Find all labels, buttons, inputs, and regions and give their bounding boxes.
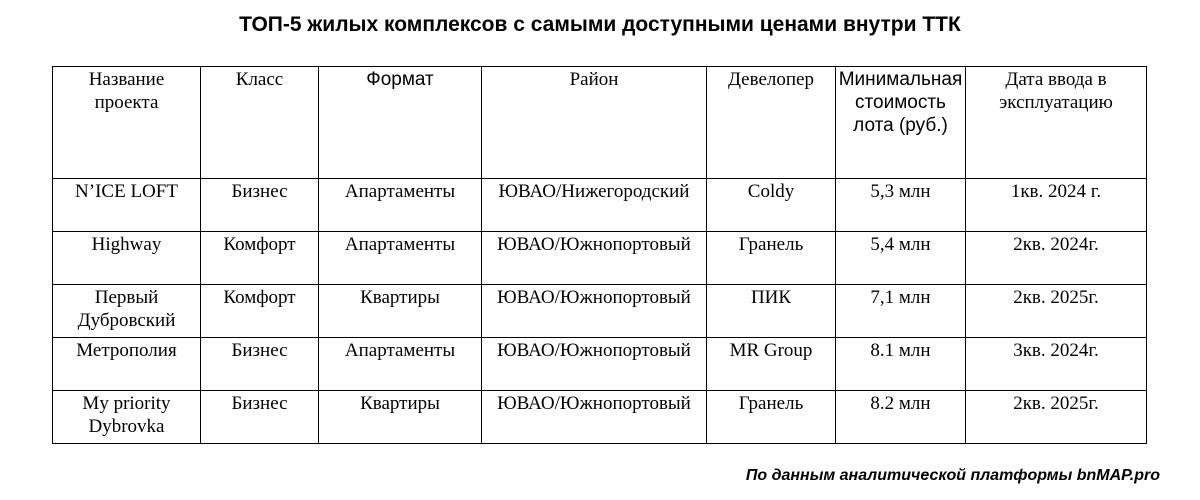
header-class: Класс — [201, 67, 319, 179]
cell-min-price: 8.2 млн — [836, 391, 966, 444]
cell-min-price: 7,1 млн — [836, 285, 966, 338]
cell-format: Апартаменты — [319, 179, 482, 232]
cell-date: 2кв. 2024г. — [966, 232, 1147, 285]
table-row — [53, 338, 1147, 391]
page-title: ТОП-5 жилых комплексов с самыми доступными ценами внутри ТТК — [239, 13, 961, 36]
cell-date: 2кв. 2025г. — [966, 285, 1147, 338]
cell-class: Бизнес — [201, 391, 319, 444]
cell-date: 2кв. 2025г. — [966, 391, 1147, 444]
cell-format: Апартаменты — [319, 232, 482, 285]
cell-class: Бизнес — [201, 179, 319, 232]
cell-district: ЮВАО/Южнопортовый — [482, 391, 707, 444]
complexes-table — [52, 66, 1147, 444]
cell-min-price: 5,3 млн — [836, 179, 966, 232]
cell-name: Первый Дубровский — [53, 285, 201, 338]
cell-district: ЮВАО/Южнопортовый — [482, 338, 707, 391]
cell-format: Апартаменты — [319, 338, 482, 391]
header-min-price: Минимальная стоимость лота (руб.) — [836, 67, 966, 179]
cell-developer: Гранель — [707, 391, 836, 444]
table-header-row — [53, 67, 1147, 179]
cell-name: Highway — [53, 232, 201, 285]
table-row — [53, 232, 1147, 285]
cell-class: Комфорт — [201, 232, 319, 285]
cell-district: ЮВАО/Южнопортовый — [482, 232, 707, 285]
table-row — [53, 179, 1147, 232]
cell-district: ЮВАО/Южнопортовый — [482, 285, 707, 338]
cell-format: Квартиры — [319, 285, 482, 338]
cell-name: My priority Dybrovka — [53, 391, 201, 444]
header-date: Дата ввода в эксплуатацию — [966, 67, 1147, 179]
cell-developer: ПИК — [707, 285, 836, 338]
header-developer: Девелопер — [707, 67, 836, 179]
cell-developer: MR Group — [707, 338, 836, 391]
cell-name: Метрополия — [53, 338, 201, 391]
table-row — [53, 285, 1147, 338]
cell-min-price: 8.1 млн — [836, 338, 966, 391]
source-note: По данным аналитической платформы bnMAP.pro — [745, 467, 1160, 484]
cell-date: 3кв. 2024г. — [966, 338, 1147, 391]
cell-class: Бизнес — [201, 338, 319, 391]
cell-developer: Гранель — [707, 232, 836, 285]
header-district: Район — [482, 67, 707, 179]
cell-district: ЮВАО/Нижегородский — [482, 179, 707, 232]
cell-min-price: 5,4 млн — [836, 232, 966, 285]
cell-developer: Coldy — [707, 179, 836, 232]
cell-date: 1кв. 2024 г. — [966, 179, 1147, 232]
cell-class: Комфорт — [201, 285, 319, 338]
header-format: Формат — [319, 67, 482, 179]
cell-name: N’ICE LOFT — [53, 179, 201, 232]
cell-format: Квартиры — [319, 391, 482, 444]
header-name: Название проекта — [53, 67, 201, 179]
table-row — [53, 391, 1147, 444]
